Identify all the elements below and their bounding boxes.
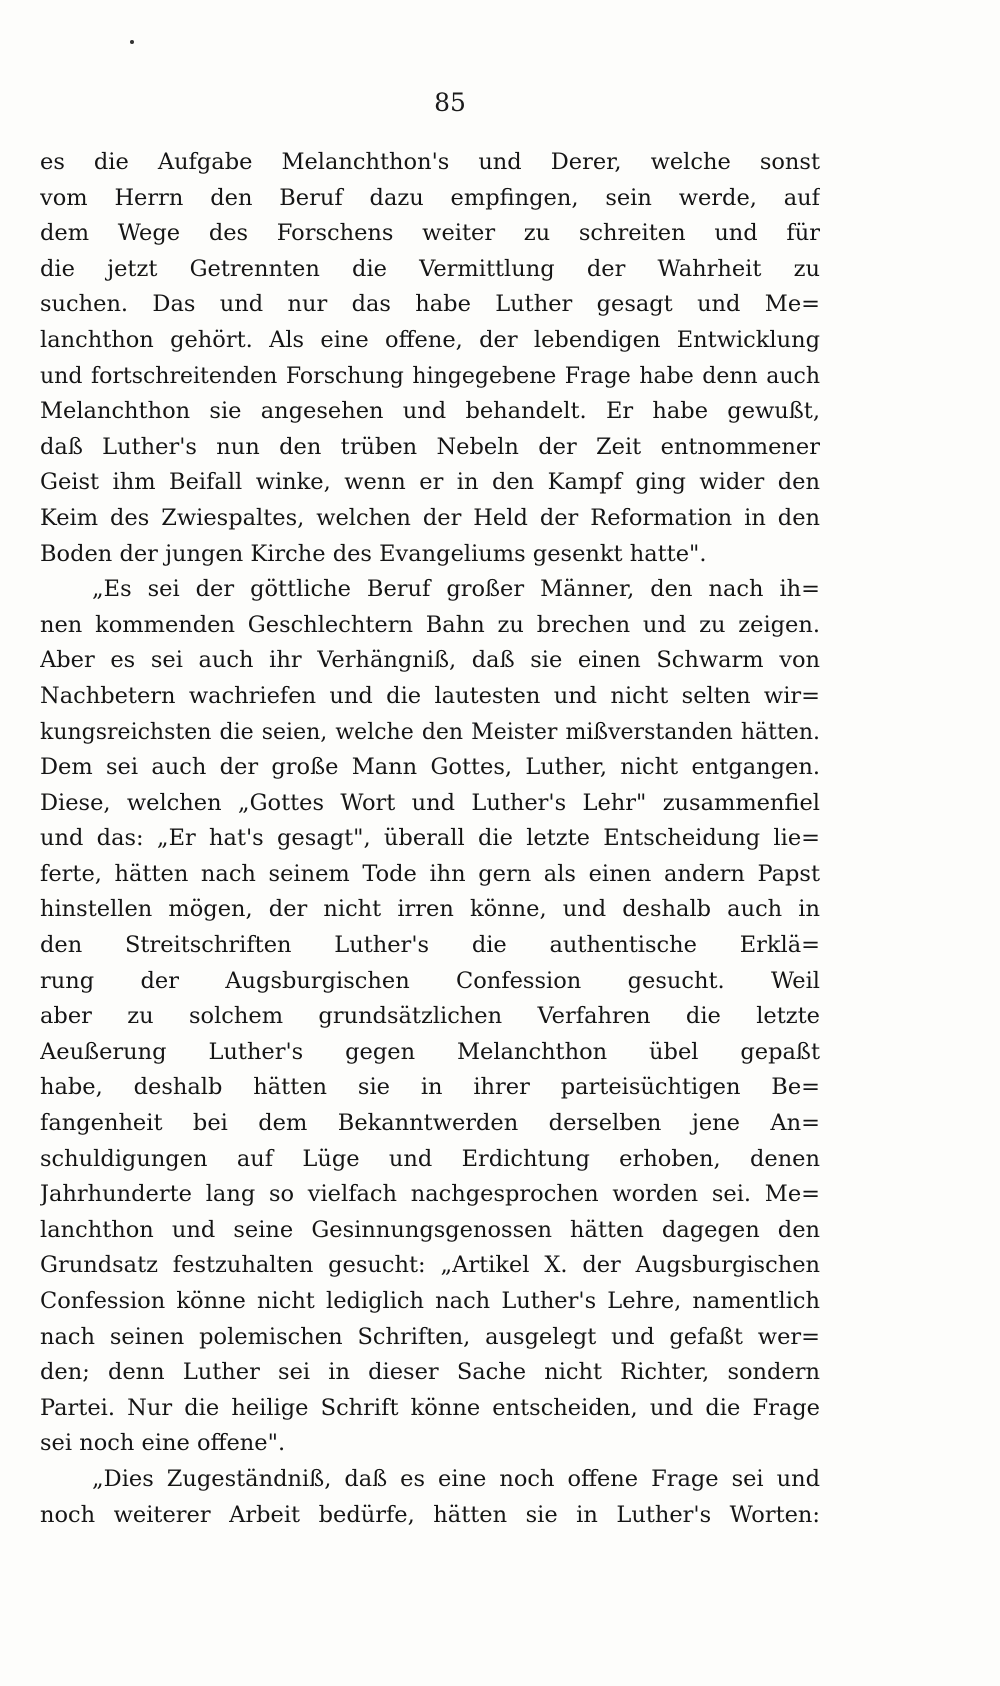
text-line: Geist ihm Beifall winke, wenn er in den Kampf ging wider den — [40, 469, 820, 496]
body-text — [40, 145, 820, 1533]
text-line: hinstellen mögen, der nicht irren könne, und deshalb auch in — [40, 896, 820, 923]
text-line: Melanchthon sie angesehen und behandelt. Er habe gewußt, — [40, 398, 820, 425]
text-line: „Dies Zugeständniß, daß es eine noch offene Frage sei und — [92, 1465, 820, 1492]
text-line: Dem sei auch der große Mann Gottes, Luther, nicht entgangen. — [40, 754, 820, 781]
text-line: „Es sei der göttliche Beruf großer Männer, den nach ih= — [92, 576, 820, 603]
text-line: die jetzt Getrennten die Vermittlung der Wahrheit zu — [40, 255, 820, 282]
text-line: Keim des Zwiespaltes, welchen der Held der Reformation in den — [40, 504, 820, 531]
text-line: daß Luther's nun den trüben Nebeln der Zeit entnommener — [40, 433, 820, 460]
page-number: 85 — [434, 88, 466, 117]
text-line: noch weiterer Arbeit bedürfe, hätten sie in Luther's Worten: — [40, 1501, 820, 1528]
text-line: Nachbetern wachriefen und die lautesten und nicht selten wir= — [40, 682, 820, 709]
text-line: Confession könne nicht lediglich nach Luther's Lehre, namentlich — [40, 1288, 820, 1314]
text-line: Diese, welchen „Gottes Wort und Luther's Lehr" zusammenfiel — [40, 789, 820, 816]
text-line: suchen. Das und nur das habe Luther gesagt und Me= — [40, 291, 820, 318]
text-line: lanchthon gehört. Als eine offene, der lebendigen Entwicklung — [40, 326, 820, 353]
text-line: rung der Augsburgischen Confession gesucht. Weil — [40, 967, 820, 994]
text-line: nen kommenden Geschlechtern Bahn zu brechen und zu zeigen. — [40, 611, 820, 638]
text-line: Aeußerung Luther's gegen Melanchthon übel gepaßt — [40, 1038, 820, 1065]
text-line: lanchthon und seine Gesinnungsgenossen hätten dagegen den — [40, 1216, 820, 1243]
text-line: schuldigungen auf Lüge und Erdichtung erhoben, denen — [40, 1145, 820, 1172]
text-line: den Streitschriften Luther's die authentische Erklä= — [40, 932, 820, 959]
text-line: Boden der jungen Kirche des Evangeliums gesenkt hatte". — [40, 540, 707, 567]
text-line: habe, deshalb hätten sie in ihrer parteisüchtigen Be= — [40, 1074, 820, 1101]
text-line: aber zu solchem grundsätzlichen Verfahren die letzte — [40, 1003, 820, 1030]
text-line: ferte, hätten nach seinem Tode ihn gern als einen andern Papst — [40, 860, 820, 887]
text-line: Jahrhunderte lang so vielfach nachgesprochen worden sei. Me= — [40, 1181, 820, 1208]
text-line: Partei. Nur die heilige Schrift könne entscheiden, und die Frage — [40, 1394, 820, 1421]
text-line: sei noch eine offene". — [40, 1430, 286, 1457]
text-line: und das: „Er hat's gesagt", überall die letzte Entscheidung lie= — [40, 825, 820, 852]
text-line: und fortschreitenden Forschung hingegebene Frage habe denn auch — [40, 363, 820, 389]
text-line: nach seinen polemischen Schriften, ausgelegt und gefaßt wer= — [40, 1323, 820, 1350]
text-line: den; denn Luther sei in dieser Sache nicht Richter, sondern — [40, 1359, 820, 1386]
text-line: Grundsatz festzuhalten gesucht: „Artikel X. der Augsburgischen — [40, 1252, 820, 1279]
text-line: fangenheit bei dem Bekanntwerden derselben jene An= — [40, 1110, 820, 1137]
ink-speck — [130, 40, 134, 44]
text-line: Aber es sei auch ihr Verhängniß, daß sie einen Schwarm von — [40, 647, 820, 674]
text-line: es die Aufgabe Melanchthon's und Derer, welche sonst — [40, 149, 820, 175]
text-line: kungsreichsten die seien, welche den Meister mißverstanden hätten. — [40, 719, 820, 745]
text-line: vom Herrn den Beruf dazu empfingen, sein werde, auf — [40, 184, 820, 211]
text-line: dem Wege des Forschens weiter zu schreiten und für — [40, 220, 820, 247]
